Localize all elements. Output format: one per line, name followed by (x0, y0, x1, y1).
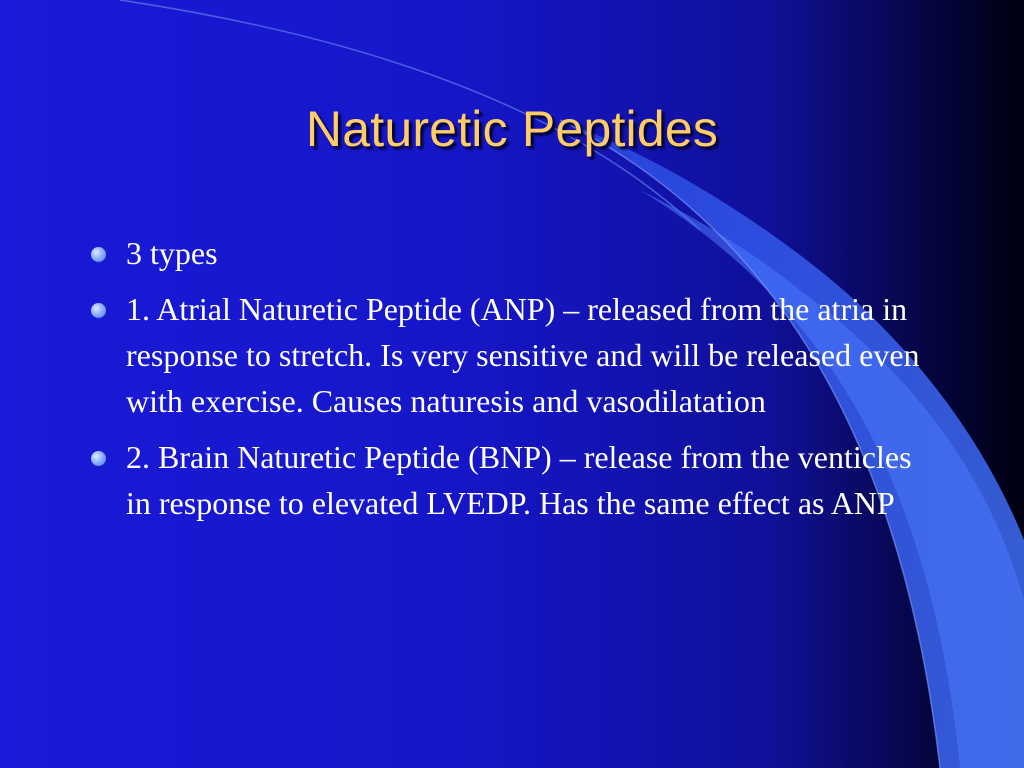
bullet-dot-icon (91, 247, 106, 262)
bullet-text: 1. Atrial Naturetic Peptide (ANP) – released from the atria in response to stretch. Is very sensitive and will be released even with exercise. Causes naturesis and vasodilatation (126, 291, 920, 419)
bullet-dot-icon (91, 451, 106, 466)
bullet-item (88, 230, 928, 276)
bullet-item (88, 434, 928, 526)
bullet-item (88, 286, 928, 424)
bullet-text: 3 types (126, 235, 218, 271)
bullet-text: 2. Brain Naturetic Peptide (BNP) – release from the venticles in response to elevated LVEDP. Has the same effect as ANP (126, 439, 912, 521)
slide-title: Naturetic Peptides (305, 101, 719, 157)
bullet-dot-icon (91, 303, 106, 318)
bullet-list (88, 230, 928, 536)
